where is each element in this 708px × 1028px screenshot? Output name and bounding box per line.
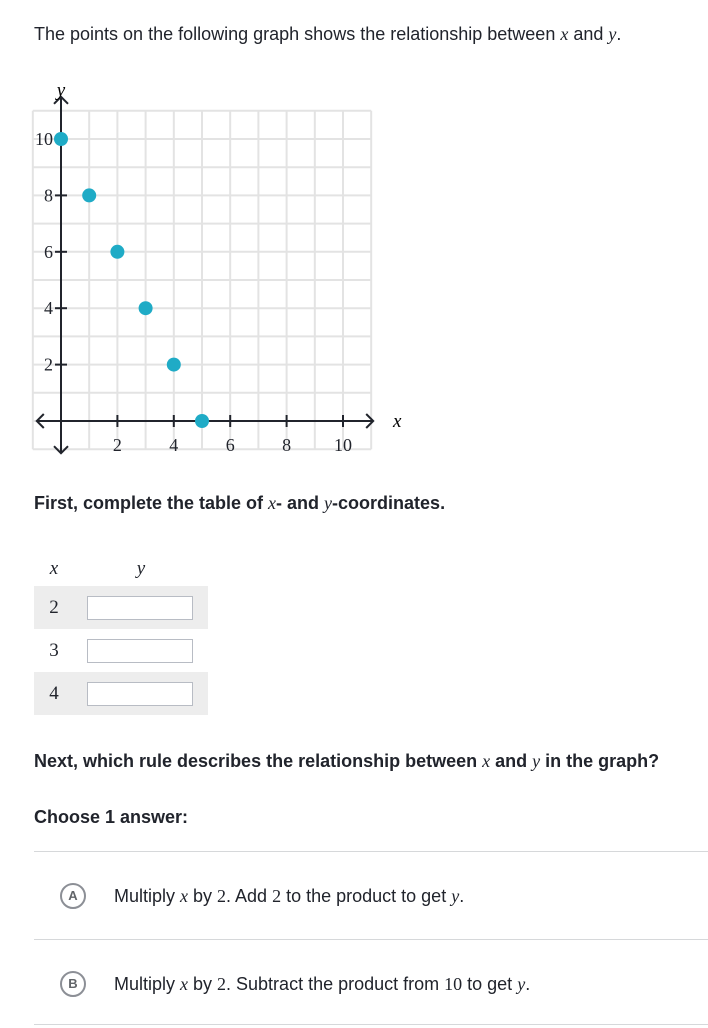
x-tick-label: 6 [225,435,235,455]
choice-text-a: Multiply x by 2. Add 2 to the product to get y. [114,886,465,906]
x-tick-label: 8 [282,435,292,455]
rule-prompt: Next, which rule describes the relationship between x and y in the graph? [34,751,660,771]
answer-choice-b[interactable] [34,939,708,1025]
data-point [82,188,96,202]
graph-grid [33,111,371,449]
choice-letter-b: B [60,971,86,997]
table-cell-x: 3 [49,639,59,661]
table-cell-y [74,672,208,715]
y-tick-label: 4 [44,298,53,319]
data-point [195,414,209,428]
table-cell-y [74,629,208,672]
var-x: x [560,24,569,44]
var-y: y [324,493,333,513]
graph-ticks [35,129,352,455]
table-cell-x: 4 [34,672,74,715]
data-point [167,358,181,372]
graph-axes [37,97,373,453]
x-tick-label: 4 [169,435,179,455]
answer-choice-a[interactable] [34,851,708,937]
y-answer-input[interactable] [87,639,193,663]
x-axis-label: x [392,411,402,432]
y-axis-label: y [56,80,66,101]
y-answer-input[interactable] [87,682,193,706]
y-tick-label: 2 [44,354,53,375]
table-cell-x: 2 [34,586,74,629]
var-x: x [268,493,277,513]
choice-letter-a: A [60,883,86,909]
data-point [54,132,68,146]
y-answer-input[interactable] [87,596,193,620]
x-tick-label: 2 [112,435,122,455]
y-tick-label: 8 [44,185,53,206]
table-row [34,586,208,629]
scatter-graph [0,70,420,470]
table-header-x: x [49,558,59,579]
coordinate-table [34,552,208,715]
data-point [139,301,153,315]
table-header-y: y [136,558,146,579]
var-x: x [482,751,491,771]
y-tick-label: 10 [35,129,53,149]
var-y: y [608,24,617,44]
table-prompt: First, complete the table of x- and y-coordinates. [34,493,446,513]
y-tick-label: 6 [44,241,53,262]
var-y: y [532,751,541,771]
table-cell-y [74,586,208,629]
choice-text-b: Multiply x by 2. Subtract the product from 10 to get y. [114,974,531,994]
x-tick-label: 10 [334,435,352,455]
intro-text: The points on the following graph shows the relationship between x and y. [34,24,622,44]
table-row [34,629,208,672]
data-point [110,245,124,259]
choose-label: Choose 1 answer: [34,807,189,827]
table-row [34,672,208,715]
